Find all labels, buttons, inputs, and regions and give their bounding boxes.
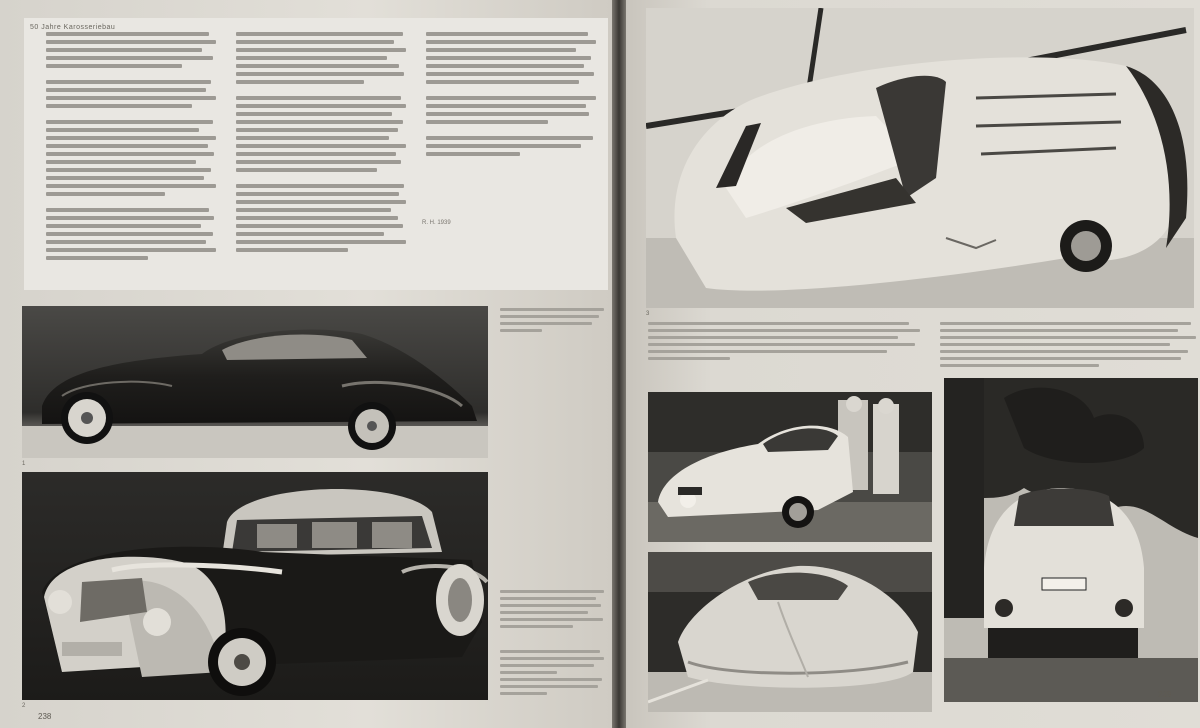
section-heading: 50 Jahre Karosseriebau	[30, 24, 116, 31]
photo-streamline-coupe-side	[22, 306, 488, 458]
photo-car-among-trees	[944, 378, 1198, 702]
photo-streamline-rear	[648, 552, 932, 712]
left-page-number: 238	[38, 712, 52, 721]
figure-number-3: 3	[646, 311, 650, 317]
text-column-1	[46, 32, 216, 264]
caption-photo-2b	[500, 650, 604, 699]
right-page	[626, 0, 1200, 728]
photo-streamline-overhead	[646, 8, 1194, 308]
text-column-3	[426, 32, 596, 160]
caption-photo-1	[500, 308, 604, 336]
text-column-2	[236, 32, 406, 256]
text-signature: R. H. 1939	[422, 220, 451, 226]
book-gutter	[612, 0, 626, 728]
caption-right-left-column	[648, 322, 920, 364]
article-text-block	[24, 18, 608, 290]
caption-right-right-column	[940, 322, 1196, 371]
photo-two-tone-sedan	[22, 472, 488, 700]
figure-number-2: 2	[22, 703, 26, 709]
right-page-number: 239	[1158, 690, 1172, 699]
photo-coupe-with-people	[648, 392, 932, 542]
caption-photo-2a	[500, 590, 604, 632]
figure-number-1: 1	[22, 461, 26, 467]
